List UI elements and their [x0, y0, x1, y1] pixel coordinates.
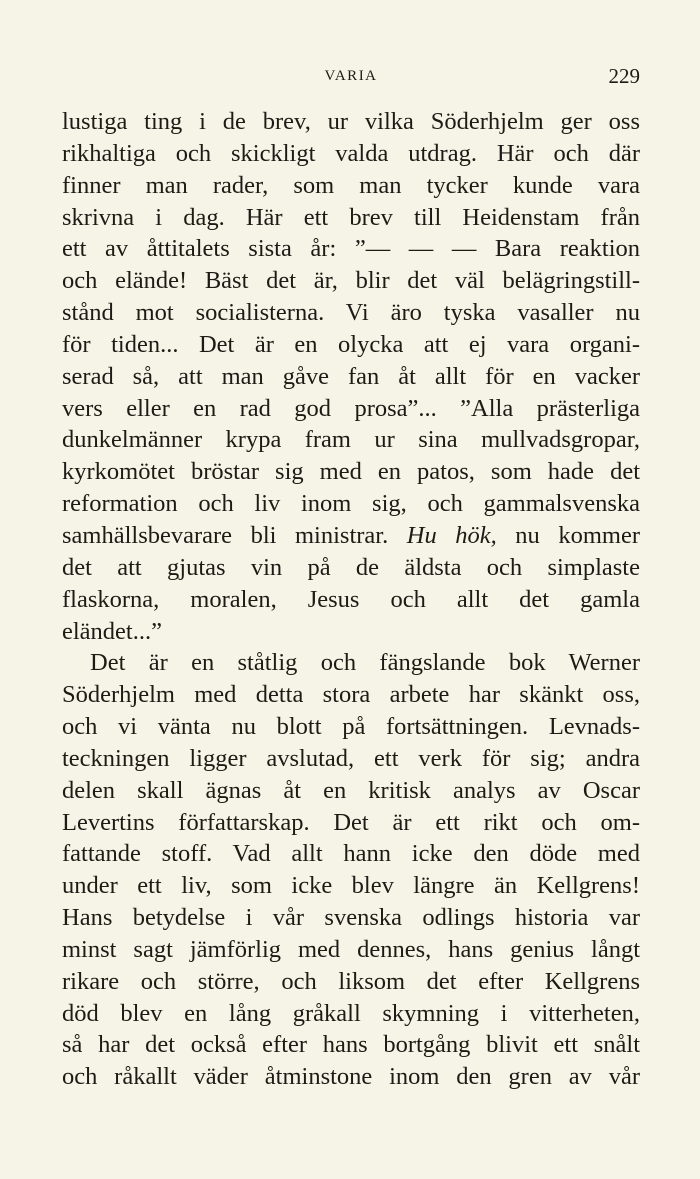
- text-line: dunkelmänner krypa fram ur sina mullvadsgropar,: [62, 426, 640, 454]
- text-line: rikhaltiga och skickligt valda utdrag. Här och där: [62, 139, 640, 167]
- text-line: så har det också efter hans bortgång blivit ett snålt: [62, 1031, 640, 1059]
- text-line: och elände! Bäst det är, blir det väl belägringstill-: [62, 267, 640, 295]
- text-line: skrivna i dag. Här ett brev till Heidenstam från: [62, 203, 640, 231]
- page-number: 229: [608, 64, 640, 88]
- text-line: för tiden... Det är en olycka att ej vara organi-: [62, 330, 640, 358]
- text-line: Söderhjelm med detta stora arbete har skänkt oss,: [62, 681, 640, 709]
- text-line: fattande stoff. Vad allt hann icke den döde med: [62, 840, 640, 868]
- text-line: finner man rader, som man tycker kunde vara: [62, 171, 640, 199]
- text-line: död blev en lång gråkall skymning i vitterheten,: [62, 999, 640, 1027]
- running-head: [62, 64, 640, 90]
- text-line: reformation och liv inom sig, och gammalsvenska: [62, 490, 640, 518]
- text-segment: nu kommer: [496, 521, 640, 549]
- body-text: [62, 106, 640, 1093]
- text-line: ett av åttitalets sista år: ”— — — Bara reaktion: [62, 235, 640, 263]
- text-line: under ett liv, som icke blev längre än Kellgrens!: [62, 872, 640, 900]
- text-line: vers eller en rad god prosa”... ”Alla prästerliga: [62, 394, 640, 422]
- text-line: Det är en ståtlig och fängslande bok Werner: [90, 649, 640, 677]
- text-segment: samhällsbevarare bli ministrar.: [62, 521, 389, 549]
- text-segment: ländet...”: [72, 617, 162, 645]
- text-line-with-italic: [62, 520, 640, 552]
- text-segment: e: [62, 617, 73, 645]
- text-line: rikare och större, och liksom det efter Kellgrens: [62, 967, 640, 995]
- text-line: det att gjutas vin på de äldsta och simplaste: [62, 553, 640, 581]
- text-line: [62, 616, 640, 648]
- text-line: teckningen ligger avslutad, ett verk för sig; andra: [62, 744, 640, 772]
- text-line: delen skall ägnas åt en kritisk analys av Oscar: [62, 776, 640, 804]
- text-line: och vi vänta nu blott på fortsättningen. Levnads-: [62, 713, 640, 741]
- text-line: minst sagt jämförlig med dennes, hans genius långt: [62, 935, 640, 963]
- text-line: och råkallt väder åtminstone inom den gren av vår: [62, 1063, 640, 1091]
- section-title: VARIA: [324, 68, 378, 84]
- text-line: serad så, att man gåve fan åt allt för en vacker: [62, 362, 640, 390]
- text-line: Hans betydelse i vår svenska odlings historia var: [62, 904, 640, 932]
- text-line: lustiga ting i de brev, ur vilka Söderhjelm ger oss: [62, 108, 640, 135]
- text-line: Levertins författarskap. Det är ett rikt och om-: [62, 808, 640, 836]
- text-line: stånd mot socialisterna. Vi äro tyska vasaller nu: [62, 299, 640, 327]
- text-line: flaskorna, moralen, Jesus och allt det gamla: [62, 585, 640, 613]
- italic-phrase: Hu hök,: [406, 521, 497, 549]
- text-line: kyrkomötet bröstar sig med en patos, som hade det: [62, 458, 640, 486]
